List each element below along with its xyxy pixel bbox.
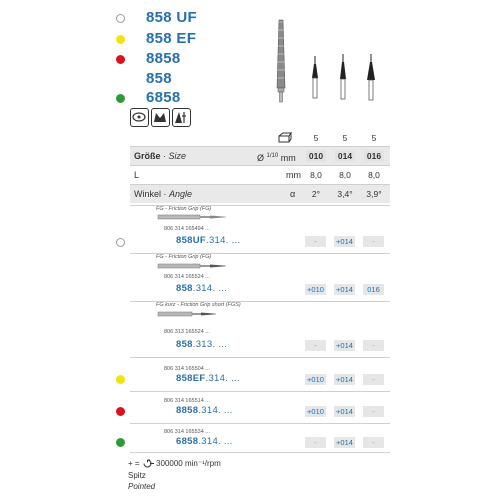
size-availability: +010 bbox=[305, 284, 326, 295]
size-label: Größe bbox=[134, 151, 161, 161]
size-unit-fraction: 1/10 bbox=[266, 153, 279, 159]
size-value: 014 bbox=[335, 150, 355, 162]
order-number-main: 858EF bbox=[176, 373, 206, 384]
catalog-code: 806 314 165534 ... bbox=[164, 429, 210, 435]
ring-color-dot bbox=[116, 375, 125, 384]
variant-dot-ef bbox=[116, 35, 125, 44]
tooth-preparation-icon bbox=[130, 108, 149, 127]
angle-label: Winkel bbox=[134, 189, 162, 199]
size-label-en: Size bbox=[168, 151, 187, 161]
size-availability: - bbox=[305, 340, 326, 351]
length-label: L bbox=[134, 170, 140, 180]
order-number-suffix: .314. ... bbox=[206, 235, 241, 246]
shape-en: Pointed bbox=[128, 482, 156, 491]
pack-value: 5 bbox=[342, 133, 348, 143]
ring-color-dot bbox=[116, 407, 125, 416]
shank-type: FG - Friction Grip (FG) bbox=[156, 254, 212, 260]
package-icon bbox=[278, 132, 292, 143]
bur-image bbox=[156, 309, 236, 319]
section-divider bbox=[130, 357, 390, 358]
size-availability: 016 bbox=[363, 284, 384, 295]
speed-note bbox=[128, 459, 221, 468]
section-divider bbox=[130, 391, 390, 392]
small-bur-014 bbox=[340, 54, 346, 99]
crown-icon bbox=[151, 108, 170, 127]
variant-label-ef: 858 EF bbox=[146, 30, 197, 47]
variant-dot-uf bbox=[116, 14, 125, 23]
order-number-main: 6858 bbox=[176, 436, 199, 447]
order-number-main: 858 bbox=[176, 283, 193, 294]
large-bur-drawing bbox=[277, 20, 285, 102]
size-availability: - bbox=[305, 437, 326, 448]
speed-prefix: + = bbox=[128, 459, 140, 468]
angle-row: Winkel · Angle α 2° 3,4° 3,9° bbox=[130, 185, 390, 203]
length-value: 8,0 bbox=[310, 170, 322, 180]
small-bur-016 bbox=[367, 54, 375, 100]
size-availability: +014 bbox=[334, 406, 355, 417]
bur-image bbox=[156, 261, 236, 271]
size-availability: - bbox=[305, 236, 326, 247]
angle-symbol: α bbox=[290, 189, 296, 199]
order-number-main: 858 bbox=[176, 339, 193, 350]
size-value: 010 bbox=[306, 150, 326, 162]
catalog-code: 806 314 165524 ... bbox=[164, 274, 210, 280]
length-value: 8,0 bbox=[368, 170, 380, 180]
speed-value: 300000 min⁻¹/rpm bbox=[156, 459, 221, 468]
section-divider bbox=[130, 423, 390, 424]
pack-value: 5 bbox=[371, 133, 377, 143]
size-value: 016 bbox=[364, 150, 384, 162]
catalog-code: 806 314 165494 ... bbox=[164, 226, 210, 232]
size-row: Größe · Size Ø $^{1/10}$ mm 010 014 016 bbox=[130, 147, 390, 165]
size-availability: - bbox=[363, 437, 384, 448]
length-unit: mm bbox=[286, 170, 301, 180]
size-availability: +014 bbox=[334, 374, 355, 385]
size-availability: - bbox=[363, 236, 384, 247]
ring-color-dot bbox=[116, 238, 125, 247]
shape-de: Spitz bbox=[128, 471, 146, 480]
shank-type: FG kurz - Friction Grip short (FGS) bbox=[156, 302, 241, 308]
order-number-suffix: .313. ... bbox=[192, 339, 228, 350]
order-number-main: 858UF bbox=[176, 235, 207, 246]
bur-image bbox=[156, 212, 236, 222]
size-availability: +014 bbox=[334, 437, 355, 448]
small-bur-010 bbox=[312, 56, 318, 98]
size-availability: - bbox=[363, 374, 384, 385]
order-number-suffix: .314. ... bbox=[192, 283, 228, 294]
section-divider bbox=[130, 452, 390, 453]
diameter-symbol: Ø bbox=[257, 153, 265, 163]
variant-dot-8858 bbox=[116, 55, 125, 64]
size-availability: +010 bbox=[305, 406, 326, 417]
length-value: 8,0 bbox=[339, 170, 351, 180]
root-canal-icon bbox=[172, 108, 191, 127]
pack-value: 5 bbox=[313, 133, 319, 143]
angle-value: 3,9° bbox=[366, 189, 382, 199]
catalog-code: 806 314 165504 ... bbox=[164, 366, 210, 372]
angle-label-en: Angle bbox=[169, 189, 193, 199]
catalog-code: 806 313 165524 ... bbox=[164, 329, 210, 335]
variant-label-6858: 6858 bbox=[146, 89, 181, 106]
size-availability: - bbox=[363, 340, 384, 351]
order-number-main: 8858 bbox=[176, 405, 199, 416]
pack-row bbox=[130, 131, 390, 145]
variant-label-858: 858 bbox=[146, 70, 172, 87]
angle-value: 3,4° bbox=[337, 189, 353, 199]
order-number-suffix: .314. ... bbox=[198, 436, 233, 447]
angle-value: 2° bbox=[311, 189, 321, 199]
variant-dot-6858 bbox=[116, 94, 125, 103]
ring-color-dot bbox=[116, 438, 125, 447]
rotation-icon bbox=[142, 459, 154, 468]
size-unit: mm bbox=[280, 153, 296, 163]
size-availability: +014 bbox=[334, 340, 355, 351]
size-availability: +014 bbox=[334, 284, 355, 295]
variant-label-8858: 8858 bbox=[146, 50, 181, 67]
variant-label-uf: 858 UF bbox=[146, 9, 197, 26]
size-availability: +010 bbox=[305, 374, 326, 385]
bur-illustrations bbox=[260, 0, 390, 105]
shank-type: FG - Friction Grip (FG) bbox=[156, 206, 212, 212]
size-availability: - bbox=[363, 406, 384, 417]
catalog-code: 806 314 165514 ... bbox=[164, 398, 210, 404]
size-availability: +014 bbox=[334, 236, 355, 247]
length-row bbox=[130, 166, 390, 184]
order-number-suffix: .314. ... bbox=[198, 405, 233, 416]
order-number-suffix: .314. ... bbox=[205, 373, 240, 384]
